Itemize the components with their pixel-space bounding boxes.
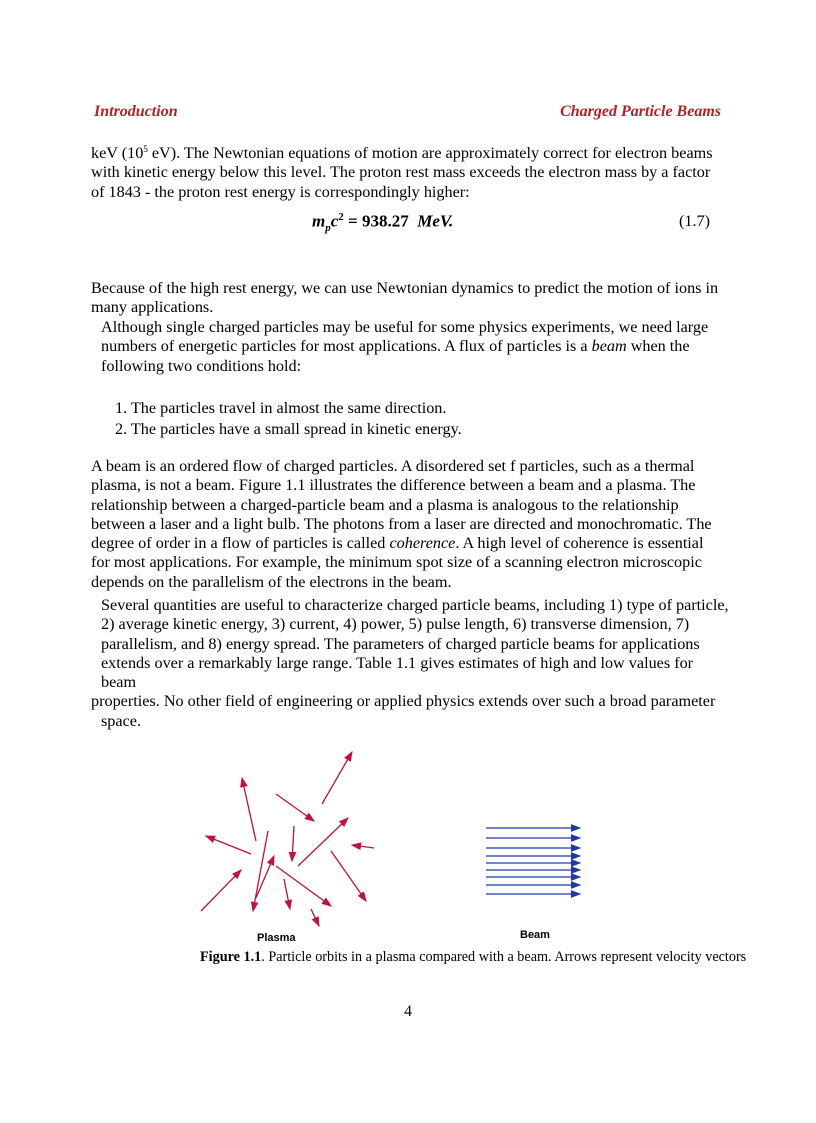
plasma-label: Plasma xyxy=(257,932,296,944)
paragraph-intro: keV ($10^5$ eV). The Newtonian equations of motion are approximately correct for electron beams with kinetic energy below this level. The proton rest mass exceeds the electron mass by a factor of 1843 - the proton rest energy is correspondingly higher: xyxy=(91,144,713,201)
plasma-arrow xyxy=(331,851,366,901)
page-number: 4 xyxy=(404,1003,412,1020)
plasma-arrow xyxy=(322,752,352,804)
beam-arrows xyxy=(486,828,580,894)
header-book-title: Charged Particle Beams xyxy=(560,103,721,120)
plasma-arrows xyxy=(201,752,374,926)
plasma-arrow xyxy=(292,826,294,861)
plasma-arrow xyxy=(311,909,319,926)
header-section-title: Introduction xyxy=(94,103,178,120)
plasma-arrow xyxy=(352,845,374,848)
figure-plasma-vs-beam xyxy=(196,746,596,946)
paragraph-rest-energy: Because of the high rest energy, we can use Newtonian dynamics to predict the motion of ions in many applications. xyxy=(91,279,719,317)
equation-1-7: $m_pc^2 = 938.27$ MeV. xyxy=(312,211,454,235)
plasma-arrow xyxy=(276,866,331,906)
plasma-arrow xyxy=(284,879,290,909)
paragraph-beam-quantities: Several quantities are useful to characterize charged particle beams, including 1) type of particle, 2) average kinetic energy, 3) current, 4) power, 5) pulse length, 6) transverse dimension, 7) parallelism, and 8) energy spread. The parameters of charged particle beams for applications extends over a remarkably large range. Table 1.1 gives estimates of high and low values for beam properties. No other field of engineering or applied physics extends over such a broad parameter space. xyxy=(91,596,729,730)
running-header xyxy=(94,103,721,123)
conditions-list xyxy=(115,398,462,440)
plasma-arrow xyxy=(276,794,314,821)
plasma-arrow xyxy=(253,831,268,911)
figure-graphic xyxy=(196,746,596,946)
plasma-arrow xyxy=(256,856,274,898)
plasma-arrow xyxy=(201,870,241,911)
equation-number: (1.7) xyxy=(678,212,710,230)
paragraph-coherence: A beam is an ordered flow of charged particles. A disordered set f particles, such as a thermal plasma, is not a beam. Figure 1.1 illustrates the difference between a beam and a plasma. The relationship between a charged-particle beam and a plasma is analogous to the relationship between a laser and a light bulb. The photons from a laser are directed and monochromatic. The degree of order in a flow of particles is called coherence. A high level of coherence is essential for most applications. For example, the minimum spot size of a scanning electron microscopic depends on the parallelism of the electrons in the beam. xyxy=(91,457,712,591)
plasma-arrow xyxy=(242,778,256,841)
paragraph-beam-definition: Although single charged particles may be useful for some physics experiments, we need large numbers of energetic particles for most applications. A flux of particles is a beam when the following two conditions hold: xyxy=(101,318,709,375)
list-item: 2. The particles have a small spread in kinetic energy. xyxy=(115,420,462,438)
figure-caption: Figure 1.1. Particle orbits in a plasma compared with a beam. Arrows represent velocity vectors xyxy=(200,949,747,965)
plasma-arrow xyxy=(206,836,251,854)
beam-label: Beam xyxy=(520,929,550,941)
plasma-arrow xyxy=(298,818,348,866)
list-item: 1. The particles travel in almost the same direction. xyxy=(115,399,447,417)
